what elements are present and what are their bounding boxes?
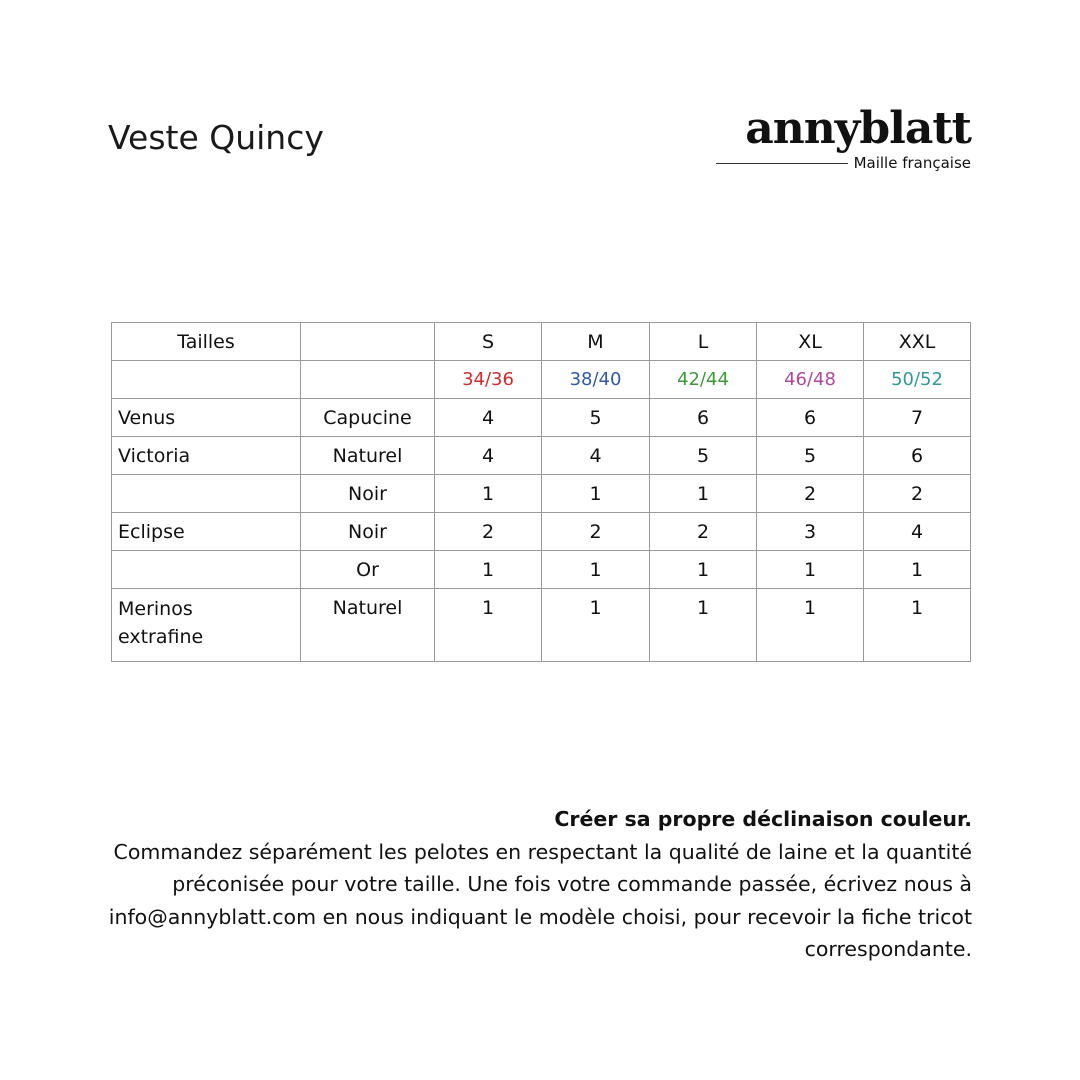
size-header: XL — [757, 323, 864, 361]
quantity-cell: 1 — [757, 551, 864, 589]
quantity-cell: 1 — [864, 551, 971, 589]
eu-size: 42/44 — [650, 361, 757, 399]
table-row — [112, 513, 971, 551]
size-header: XXL — [864, 323, 971, 361]
quantity-cell: 1 — [650, 589, 757, 662]
yarn-name: Eclipse — [112, 513, 301, 551]
header-empty-cell — [301, 323, 435, 361]
quantity-cell: 5 — [650, 437, 757, 475]
quantity-cell: 2 — [864, 475, 971, 513]
quantity-cell: 2 — [542, 513, 650, 551]
yarn-name — [112, 589, 301, 662]
table-row — [112, 399, 971, 437]
quantity-cell: 1 — [757, 589, 864, 662]
quantity-cell: 2 — [435, 513, 542, 551]
quantity-cell: 1 — [435, 475, 542, 513]
quantity-cell: 1 — [435, 551, 542, 589]
quantity-cell: 4 — [435, 399, 542, 437]
table-row — [112, 589, 971, 662]
quantity-cell: 1 — [435, 589, 542, 662]
quantity-cell: 5 — [757, 437, 864, 475]
quantity-cell: 4 — [864, 513, 971, 551]
size-header: S — [435, 323, 542, 361]
table-row — [112, 437, 971, 475]
yarn-color: Noir — [301, 475, 435, 513]
yarn-color: Naturel — [301, 437, 435, 475]
logo-divider-line — [716, 163, 848, 164]
quantity-cell: 1 — [542, 589, 650, 662]
eu-size: 34/36 — [435, 361, 542, 399]
eu-size: 38/40 — [542, 361, 650, 399]
yarn-name — [112, 475, 301, 513]
page-title: Veste Quincy — [108, 118, 324, 157]
annyblatt-logo — [711, 104, 971, 172]
header-label: Tailles — [112, 323, 301, 361]
quantity-cell: 2 — [757, 475, 864, 513]
empty-cell — [112, 361, 301, 399]
quantity-cell: 1 — [650, 475, 757, 513]
eu-size: 46/48 — [757, 361, 864, 399]
quantity-cell: 7 — [864, 399, 971, 437]
quantity-cell: 1 — [864, 589, 971, 662]
yarn-color: Capucine — [301, 399, 435, 437]
quantity-cell: 6 — [757, 399, 864, 437]
yarn-color: Noir — [301, 513, 435, 551]
note-heading: Créer sa propre déclinaison couleur. — [554, 807, 972, 831]
yarn-color: Or — [301, 551, 435, 589]
empty-cell — [301, 361, 435, 399]
quantity-cell: 6 — [864, 437, 971, 475]
logo-wordmark: annyblatt — [745, 103, 971, 154]
quantity-cell: 3 — [757, 513, 864, 551]
logo-tagline: Maille française — [853, 154, 971, 172]
yarn-name-line: extrafine — [118, 626, 204, 648]
quantity-cell: 2 — [650, 513, 757, 551]
yarn-name-line: Merinos — [118, 598, 193, 620]
header-row — [112, 323, 971, 361]
size-header: M — [542, 323, 650, 361]
yarn-name: Victoria — [112, 437, 301, 475]
logo-tagline-row — [711, 154, 971, 172]
quantity-cell: 6 — [650, 399, 757, 437]
yarn-name: Venus — [112, 399, 301, 437]
note-body: Commandez séparément les pelotes en respectant la qualité de laine et la quantité préconisée pour votre taille. Une fois votre commande passée, écrivez nous à info@annyblatt.com en nous indiquant le modèle choisi, pour recevoir la fiche tricot correspondante. — [108, 839, 972, 961]
eu-size: 50/52 — [864, 361, 971, 399]
quantity-cell: 4 — [435, 437, 542, 475]
quantity-cell: 5 — [542, 399, 650, 437]
yarn-color: Naturel — [301, 589, 435, 662]
table-row — [112, 475, 971, 513]
quantity-cell: 1 — [542, 551, 650, 589]
yarn-name — [112, 551, 301, 589]
size-header: L — [650, 323, 757, 361]
quantity-cell: 1 — [542, 475, 650, 513]
size-quantity-table — [111, 322, 971, 662]
eu-size-row — [112, 361, 971, 399]
table-row — [112, 551, 971, 589]
color-variation-note — [92, 803, 972, 966]
quantity-cell: 4 — [542, 437, 650, 475]
quantity-cell: 1 — [650, 551, 757, 589]
